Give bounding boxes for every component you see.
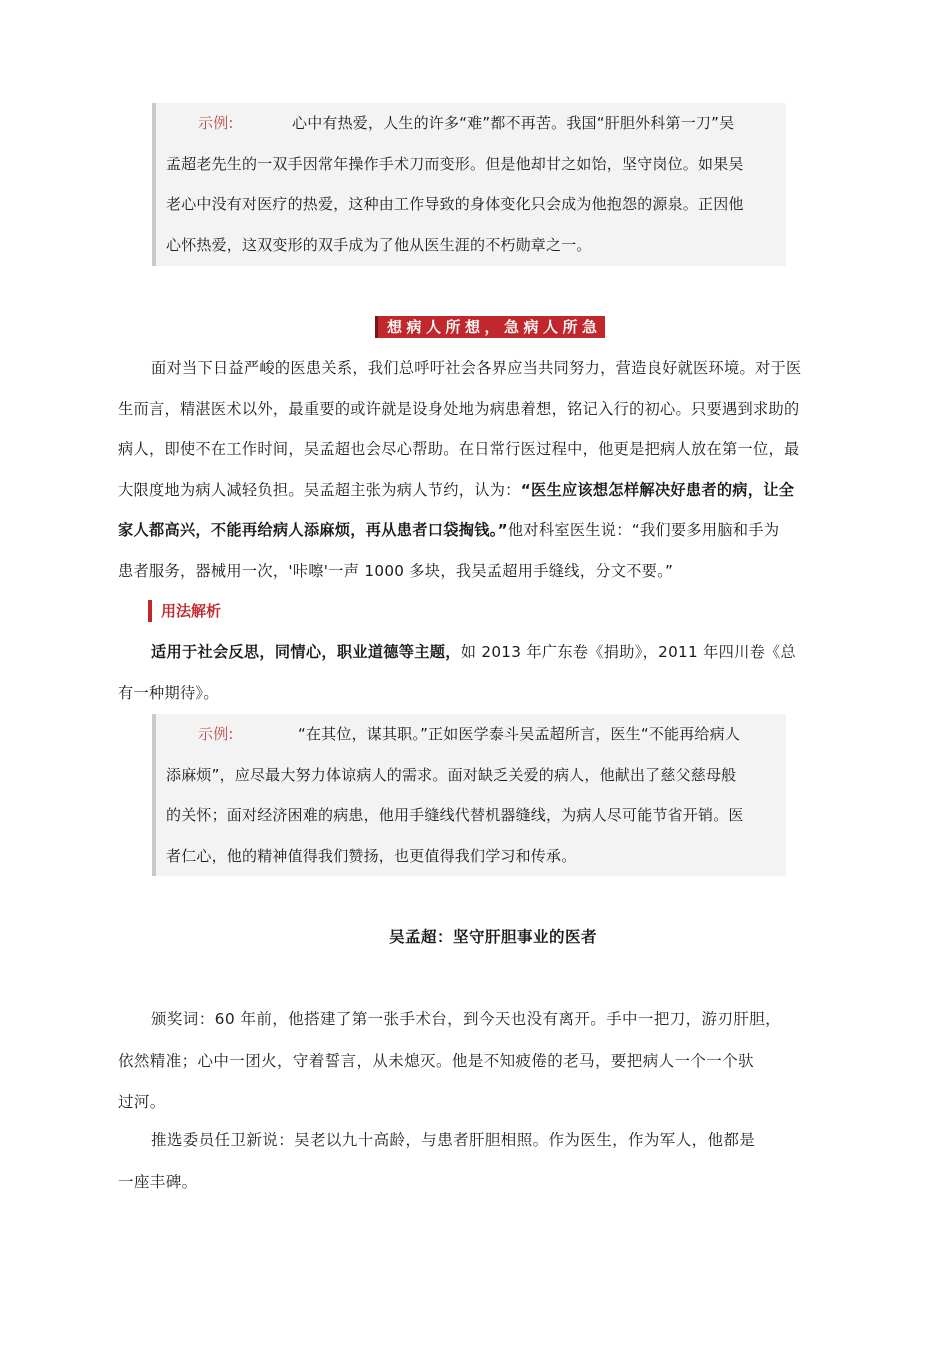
body-paragraph xyxy=(118,348,838,591)
body-line: 病人，即使不在工作时间，吴孟超也会尽心帮助。在日常行医过程中，他更是把病人放在第一位，最 xyxy=(118,440,800,458)
award-line: 过河。 xyxy=(118,1093,166,1111)
example-line: 示例: 心中有热爱，人生的许多“难”都不再苦。我国“肝胆外科第一刀”吴 xyxy=(166,103,786,144)
example-line: 者仁心，他的精神值得我们赞扬，也更值得我们学习和传承。 xyxy=(166,846,577,865)
usage-line xyxy=(118,632,838,673)
section-title: 想病人所想，急病人所急 xyxy=(375,316,605,338)
body-line: 生而言，精湛医术以外，最重要的或许就是设身处地为病患着想，铭记入行的初心。只要遇到求助的 xyxy=(118,399,800,418)
recommend-line: 一座丰碑。 xyxy=(118,1172,198,1191)
example-line: 示例: “在其位，谋其职。”正如医学泰斗吴孟超所言，医生“不能再给病人 xyxy=(166,714,786,755)
award-line: 依然精准；心中一团火，守着誓言，从未熄灭。他是不知疲倦的老马，要把病人一个一个驮 xyxy=(118,1051,755,1070)
body-line: 患者服务，器械用一次，'咔嚓'一声 1000 多块，我吴孟超用手缝线，分文不要。” xyxy=(118,561,674,580)
award-paragraph xyxy=(118,999,840,1124)
example-line: 的关怀；面对经济困难的病患，他用手缝线代替机器缝线，为病人尽可能节省开销。医 xyxy=(166,806,744,824)
example-line: 孟超老先生的一双手因常年操作手术刀而变形。但是他却甘之如饴，坚守岗位。如果吴 xyxy=(166,154,744,173)
body-line xyxy=(118,510,838,551)
usage-line: 有一种期待》。 xyxy=(118,683,219,702)
example-line: 心怀热爱，这双变形的双手成为了他从医生涯的不朽勋章之一。 xyxy=(166,235,592,254)
body-text: 他对科室医生说：“我们要多用脑和手为 xyxy=(507,521,780,539)
example-line: 老心中没有对医疗的热爱，这种由工作导致的身体变化只会成为他抱怨的源泉。正因他 xyxy=(166,195,744,213)
example-line: 添麻烦”，应尽最大努力体谅病人的需求。面对缺乏关爱的病人，他献出了慈父慈母般 xyxy=(166,765,737,784)
body-line: 面对当下日益严峻的医患关系，我们总呼吁社会各界应当共同努力，营造良好就医环境。对于医 xyxy=(151,359,802,377)
recommend-line: 推选委员任卫新说：吴老以九十高龄，与患者肝胆相照。作为医生，作为军人，他都是 xyxy=(151,1131,756,1149)
recommend-paragraph xyxy=(118,1120,840,1203)
body-text: 大限度地为病人减轻负担。吴孟超主张为病人节约，认为： xyxy=(118,480,521,499)
usage-themes: 适用于社会反思，同情心，职业道德等主题， xyxy=(151,643,461,661)
award-line: 颁奖词：60 年前，他搭建了第一张手术台，到今天也没有离开。手中一把刀，游刃肝胆， xyxy=(151,1010,782,1028)
body-line xyxy=(118,470,838,511)
usage-heading: 用法解析 xyxy=(148,600,221,622)
example-label: 示例: xyxy=(198,725,234,743)
doctor-quote: “医生应该想怎样解决好患者的病，让全 xyxy=(520,480,795,499)
usage-paragraph xyxy=(118,632,838,713)
usage-text: 如 2013 年广东卷《捐助》，2011 年四川卷《总 xyxy=(460,643,797,661)
example-label: 示例: xyxy=(198,114,234,132)
profile-title: 吴孟超：坚守肝胆事业的医者 xyxy=(388,928,597,946)
example-box-1 xyxy=(152,103,786,266)
doctor-quote: 家人都高兴，不能再给病人添麻烦，再从患者口袋掏钱。” xyxy=(118,521,508,539)
example-box-2 xyxy=(152,714,786,876)
